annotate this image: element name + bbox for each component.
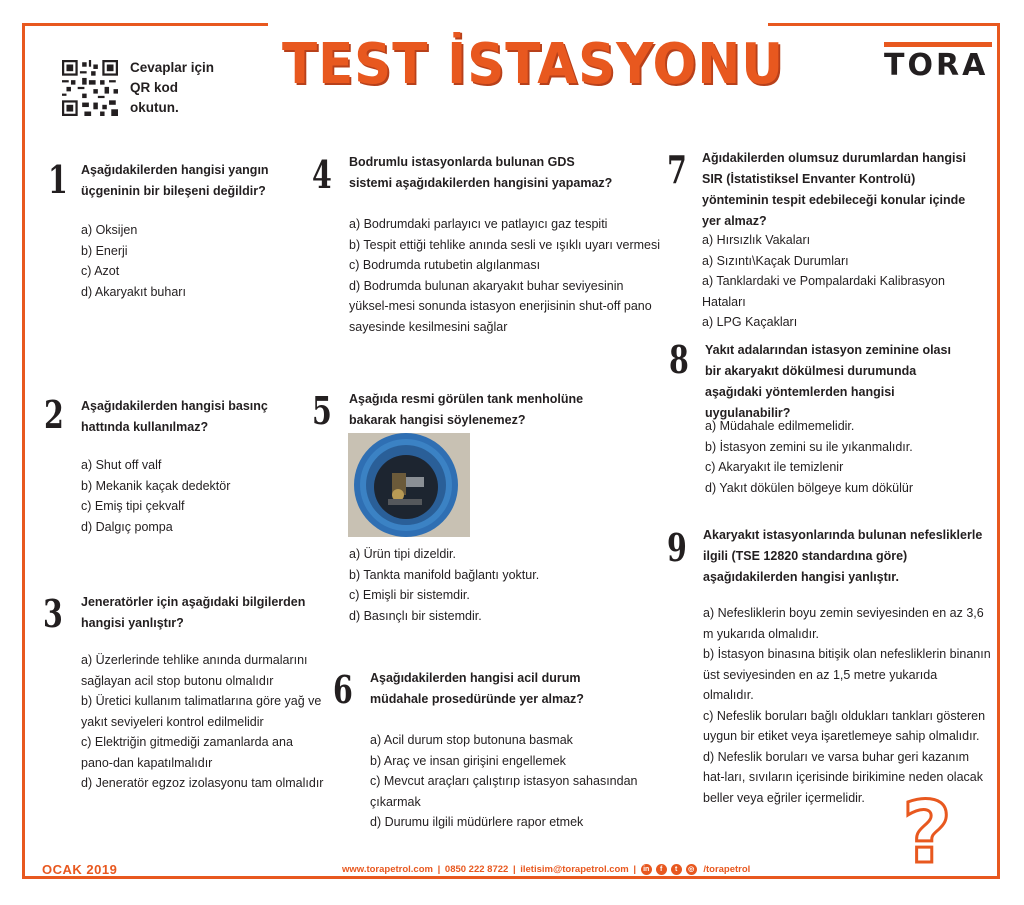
option[interactable]: d) Dalgıç pompa — [81, 519, 173, 534]
option[interactable]: a) LPG Kaçakları — [702, 315, 798, 329]
question-text: Ağıdakilerden olumsuz durumlardan hangisi SIR (İstatistiksel Envanter Kontrolü) yönteminin tespit edebileceği konular içinde yer almaz? — [702, 151, 966, 228]
question-text: Aşağıdakilerden hangisi yangın üçgeninin bir bileşeni değildir? — [81, 163, 269, 198]
question-text: Aşağıdakilerden hangisi basınç hattında kullanılmaz? — [81, 399, 268, 434]
options-list — [81, 455, 311, 537]
option[interactable]: a) Oksijen — [81, 223, 138, 237]
options-list — [81, 650, 327, 794]
tora-logo — [884, 42, 992, 86]
option[interactable]: b) Mekanik kaçak dedektör — [81, 478, 231, 493]
issue-date: OCAK 2019 — [42, 862, 118, 877]
option[interactable]: b) Tespit ettiği tehlike anında sesli ve ışıklı uyarı vermesi — [349, 237, 661, 252]
option[interactable]: d) Yakıt dökülen bölgeye kum dökülür — [705, 480, 913, 495]
option[interactable]: b) İstasyon binasına bitişik olan nefesliklerin binanın üst seviyesinden en az 1,5 metre yukarıda olmalıdır. — [703, 647, 991, 702]
tank-manhole-photo — [348, 433, 470, 537]
option[interactable]: b) İstasyon zemini su ile yıkanmalıdır. — [705, 439, 913, 454]
option[interactable]: d) Akaryakıt buharı — [81, 284, 186, 299]
question-number: 9 — [667, 525, 687, 570]
question-number: 3 — [43, 591, 63, 636]
question-number: 2 — [44, 392, 64, 437]
option[interactable]: c) Azot — [81, 264, 120, 278]
phone-number[interactable]: 0850 222 8722 — [444, 864, 509, 876]
facebook-icon[interactable]: f — [656, 864, 667, 875]
options-list — [349, 214, 664, 337]
question-number: 8 — [669, 337, 689, 382]
qr-instructions — [130, 58, 240, 118]
option[interactable]: a) Bodrumdaki parlayıcı ve patlayıcı gaz tespiti — [349, 217, 608, 231]
question-text: Jeneratörler için aşağıdaki bilgilerden hangisi yanlıştır? — [81, 595, 306, 630]
option[interactable]: d) Nefeslik boruları ve varsa buhar geri kazanım hat-ları, sıvıların içerisinde birikimine neden olacak beller veya eğriler içermelidir. — [703, 749, 983, 805]
website-link[interactable]: www.torapetrol.com — [342, 864, 433, 876]
option[interactable]: c) Elektriğin gitmediği zamanlarda ana pano-dan kapatılmalıdır — [81, 735, 293, 770]
option[interactable]: b) Enerji — [81, 243, 128, 258]
options-list — [705, 416, 985, 498]
qr-code-icon[interactable] — [62, 60, 118, 116]
option[interactable]: c) Emiş tipi çekvalf — [81, 499, 185, 513]
question-text: Yakıt adalarından istasyon zeminine olası bir akaryakıt dökülmesi durumunda aşağıdaki yöntemlerden hangisi uygulanabilir? — [705, 343, 951, 420]
question-number: 6 — [333, 667, 353, 712]
contact-bar: www.torapetrol.com | 0850 222 8722 | iletisim@torapetrol.com | in f t ◎ /torapetrol — [342, 864, 751, 876]
question-number: 1 — [48, 157, 68, 202]
question-text: Akaryakıt istasyonlarında bulunan nefesliklerle ilgili (TSE 12820 standardına göre) aşağıdakilerden hangisi yanlıştır. — [703, 528, 983, 584]
qr-line: okutun. — [130, 100, 179, 115]
option[interactable]: b) Üretici kullanım talimatlarına göre yağ ve yakıt seviyeleri kontrol edilmelidir — [81, 694, 322, 729]
question-mark-icon: ? — [902, 783, 952, 883]
question-text: Bodrumlu istasyonlarda bulunan GDS sistemi aşağıdakilerden hangisini yapamaz? — [349, 155, 613, 190]
option[interactable]: a) Tanklardaki ve Pompalardaki Kalibrasyon Hataları — [702, 274, 945, 309]
question-text: Aşağıdakilerden hangisi acil durum müdahale prosedüründe yer almaz? — [370, 671, 584, 706]
option[interactable]: d) Durumu ilgili müdürlere rapor etmek — [370, 815, 584, 829]
options-list — [702, 230, 992, 333]
option[interactable]: a) Acil durum stop butonuna basmak — [370, 733, 573, 747]
option[interactable]: c) Nefeslik boruları bağlı oldukları tankları gösteren uygun bir etiket veya işaretlemeye sahip olmalıdır. — [703, 708, 986, 743]
email-link[interactable]: iletisim@torapetrol.com — [520, 864, 629, 876]
option[interactable]: c) Emişli bir sistemdir. — [349, 588, 470, 602]
option[interactable]: d) Jeneratör egzoz izolasyonu tam olmalıdır — [81, 776, 324, 790]
qr-line: Cevaplar için — [130, 60, 215, 75]
linkedin-icon[interactable]: in — [641, 864, 652, 875]
twitter-icon[interactable]: t — [671, 864, 682, 875]
qr-line: QR kod — [130, 80, 179, 95]
question-number: 4 — [312, 152, 332, 197]
question-number: 5 — [312, 388, 332, 433]
option[interactable]: b) Tankta manifold bağlantı yoktur. — [349, 567, 540, 582]
options-list — [81, 220, 301, 302]
options-list — [703, 603, 991, 808]
option[interactable]: a) Üzerlerinde tehlike anında durmalarını sağlayan acil stop butonu olmalıdır — [81, 653, 308, 688]
option[interactable]: d) Bodrumda bulunan akaryakıt buhar seviyesinin yüksel-mesi sonunda istasyon enerjisinin shut-off pano sayesinde kesilmesini sağlar — [349, 278, 652, 334]
social-handle[interactable]: /torapetrol — [703, 864, 751, 876]
option[interactable]: c) Mevcut araçları çalıştırıp istasyon sahasından çıkarmak — [370, 774, 638, 809]
option[interactable]: a) Ürün tipi dizeldir. — [349, 547, 456, 561]
options-list — [370, 730, 690, 833]
page-title: TEST İSTASYONU — [282, 32, 785, 97]
option[interactable]: a) Müdahale edilmemelidir. — [705, 419, 855, 433]
option[interactable]: a) Hırsızlık Vakaları — [702, 233, 811, 247]
option[interactable]: c) Akaryakıt ile temizlenir — [705, 460, 844, 474]
option[interactable]: c) Bodrumda rutubetin algılanması — [349, 258, 541, 272]
options-list — [349, 544, 609, 626]
option[interactable]: a) Sızıntı\Kaçak Durumları — [702, 253, 849, 268]
logo-text: TORA — [884, 48, 989, 83]
question-number: 7 — [667, 147, 687, 192]
option[interactable]: d) Basınçlı bir sistemdir. — [349, 608, 482, 623]
option[interactable]: b) Araç ve insan girişini engellemek — [370, 753, 566, 768]
question-text: Aşağıda resmi görülen tank menholüne bakarak hangisi söylenemez? — [349, 392, 584, 427]
option[interactable]: a) Shut off valf — [81, 458, 162, 472]
instagram-icon[interactable]: ◎ — [686, 864, 697, 875]
option[interactable]: a) Nefesliklerin boyu zemin seviyesinden en az 3,6 m yukarıda olmalıdır. — [703, 606, 984, 641]
